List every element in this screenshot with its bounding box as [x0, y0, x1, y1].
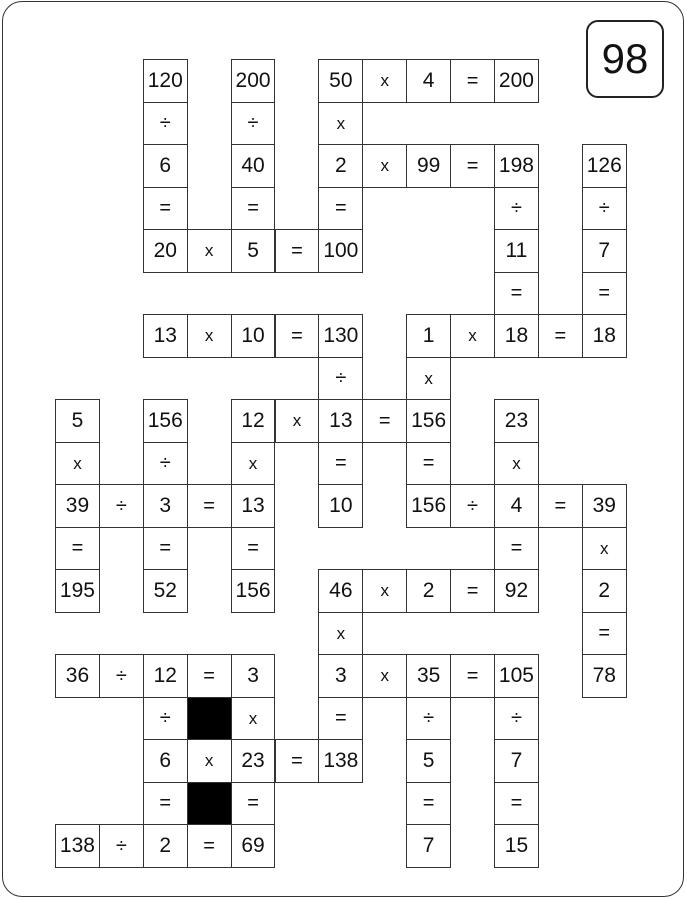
- divide-sign-cell: ÷: [99, 654, 144, 698]
- divide-sign-cell: ÷: [143, 102, 188, 146]
- number-cell: 2: [582, 569, 627, 613]
- number-cell: 15: [494, 824, 539, 868]
- divide-sign-cell: ÷: [231, 102, 276, 146]
- number-cell: 13: [231, 484, 276, 528]
- number-cell: 198: [494, 144, 539, 188]
- equals-sign-cell: =: [318, 187, 363, 231]
- number-cell: 7: [406, 824, 451, 868]
- equals-sign-cell: =: [450, 569, 495, 613]
- number-cell: 69: [231, 824, 276, 868]
- divide-sign-cell: ÷: [582, 187, 627, 231]
- divide-sign-cell: ÷: [143, 697, 188, 741]
- equals-sign-cell: =: [318, 442, 363, 486]
- number-cell: 156: [406, 399, 451, 443]
- number-cell: 6: [143, 739, 188, 783]
- equals-sign-cell: =: [187, 654, 232, 698]
- multiply-sign-cell: x: [187, 314, 232, 358]
- equals-sign-cell: =: [231, 187, 276, 231]
- number-cell: 4: [406, 59, 451, 103]
- number-cell: 99: [406, 144, 451, 188]
- number-cell: 4: [494, 484, 539, 528]
- divide-sign-cell: ÷: [450, 484, 495, 528]
- number-cell: 5: [55, 399, 100, 443]
- equals-sign-cell: =: [187, 484, 232, 528]
- number-cell: 13: [143, 314, 188, 358]
- number-cell: 20: [143, 229, 188, 273]
- number-cell: 23: [494, 399, 539, 443]
- puzzle-number: 98: [586, 20, 664, 98]
- equals-sign-cell: =: [231, 782, 276, 826]
- equals-sign-cell: =: [143, 782, 188, 826]
- multiply-sign-cell: x: [187, 229, 232, 273]
- equals-sign-cell: =: [582, 612, 627, 656]
- multiply-sign-cell: x: [231, 697, 276, 741]
- multiply-sign-cell: x: [494, 442, 539, 486]
- equals-sign-cell: =: [55, 527, 100, 571]
- number-cell: 3: [231, 654, 276, 698]
- number-cell: 195: [55, 569, 100, 613]
- equals-sign-cell: =: [143, 527, 188, 571]
- number-cell: 200: [231, 59, 276, 103]
- equals-sign-cell: =: [494, 527, 539, 571]
- number-cell: 156: [406, 484, 451, 528]
- number-cell: 52: [143, 569, 188, 613]
- number-cell: 36: [55, 654, 100, 698]
- blocked-cell: [187, 782, 232, 826]
- equals-sign-cell: =: [275, 314, 320, 358]
- equals-sign-cell: =: [538, 484, 583, 528]
- equals-sign-cell: =: [275, 229, 320, 273]
- number-cell: 12: [231, 399, 276, 443]
- divide-sign-cell: ÷: [406, 697, 451, 741]
- number-cell: 39: [55, 484, 100, 528]
- multiply-sign-cell: x: [362, 569, 407, 613]
- number-cell: 138: [55, 824, 100, 868]
- number-cell: 2: [143, 824, 188, 868]
- number-cell: 7: [582, 229, 627, 273]
- number-cell: 126: [582, 144, 627, 188]
- number-cell: 3: [143, 484, 188, 528]
- number-cell: 3: [318, 654, 363, 698]
- divide-sign-cell: ÷: [494, 697, 539, 741]
- number-cell: 105: [494, 654, 539, 698]
- number-cell: 12: [143, 654, 188, 698]
- number-cell: 10: [318, 484, 363, 528]
- multiply-sign-cell: x: [187, 739, 232, 783]
- blocked-cell: [187, 697, 232, 741]
- number-cell: 46: [318, 569, 363, 613]
- equals-sign-cell: =: [582, 272, 627, 316]
- divide-sign-cell: ÷: [494, 187, 539, 231]
- multiply-sign-cell: x: [55, 442, 100, 486]
- number-cell: 5: [231, 229, 276, 273]
- number-cell: 1: [406, 314, 451, 358]
- multiply-sign-cell: x: [450, 314, 495, 358]
- equals-sign-cell: =: [406, 782, 451, 826]
- number-cell: 5: [406, 739, 451, 783]
- multiply-sign-cell: x: [231, 442, 276, 486]
- number-cell: 7: [494, 739, 539, 783]
- multiply-sign-cell: x: [582, 527, 627, 571]
- number-cell: 11: [494, 229, 539, 273]
- number-cell: 138: [318, 739, 363, 783]
- equals-sign-cell: =: [143, 187, 188, 231]
- equals-sign-cell: =: [187, 824, 232, 868]
- number-cell: 39: [582, 484, 627, 528]
- multiply-sign-cell: x: [362, 144, 407, 188]
- number-cell: 40: [231, 144, 276, 188]
- equals-sign-cell: =: [231, 527, 276, 571]
- equals-sign-cell: =: [494, 272, 539, 316]
- number-cell: 23: [231, 739, 276, 783]
- number-cell: 18: [582, 314, 627, 358]
- divide-sign-cell: ÷: [99, 484, 144, 528]
- equals-sign-cell: =: [450, 654, 495, 698]
- number-cell: 156: [231, 569, 276, 613]
- number-cell: 2: [318, 144, 363, 188]
- number-cell: 156: [143, 399, 188, 443]
- number-cell: 13: [318, 399, 363, 443]
- number-cell: 78: [582, 654, 627, 698]
- multiply-sign-cell: x: [318, 102, 363, 146]
- multiply-sign-cell: x: [275, 399, 320, 443]
- equals-sign-cell: =: [406, 442, 451, 486]
- number-cell: 2: [406, 569, 451, 613]
- number-cell: 6: [143, 144, 188, 188]
- number-cell: 200: [494, 59, 539, 103]
- equals-sign-cell: =: [494, 782, 539, 826]
- equals-sign-cell: =: [275, 739, 320, 783]
- divide-sign-cell: ÷: [99, 824, 144, 868]
- multiply-sign-cell: x: [362, 59, 407, 103]
- number-cell: 10: [231, 314, 276, 358]
- equals-sign-cell: =: [362, 399, 407, 443]
- divide-sign-cell: ÷: [318, 357, 363, 401]
- number-cell: 92: [494, 569, 539, 613]
- number-cell: 18: [494, 314, 539, 358]
- multiply-sign-cell: x: [318, 612, 363, 656]
- equals-sign-cell: =: [538, 314, 583, 358]
- equals-sign-cell: =: [318, 697, 363, 741]
- number-cell: 100: [318, 229, 363, 273]
- number-cell: 50: [318, 59, 363, 103]
- equals-sign-cell: =: [450, 59, 495, 103]
- number-cell: 35: [406, 654, 451, 698]
- equals-sign-cell: =: [450, 144, 495, 188]
- number-cell: 120: [143, 59, 188, 103]
- multiply-sign-cell: x: [406, 357, 451, 401]
- multiply-sign-cell: x: [362, 654, 407, 698]
- divide-sign-cell: ÷: [143, 442, 188, 486]
- number-cell: 130: [318, 314, 363, 358]
